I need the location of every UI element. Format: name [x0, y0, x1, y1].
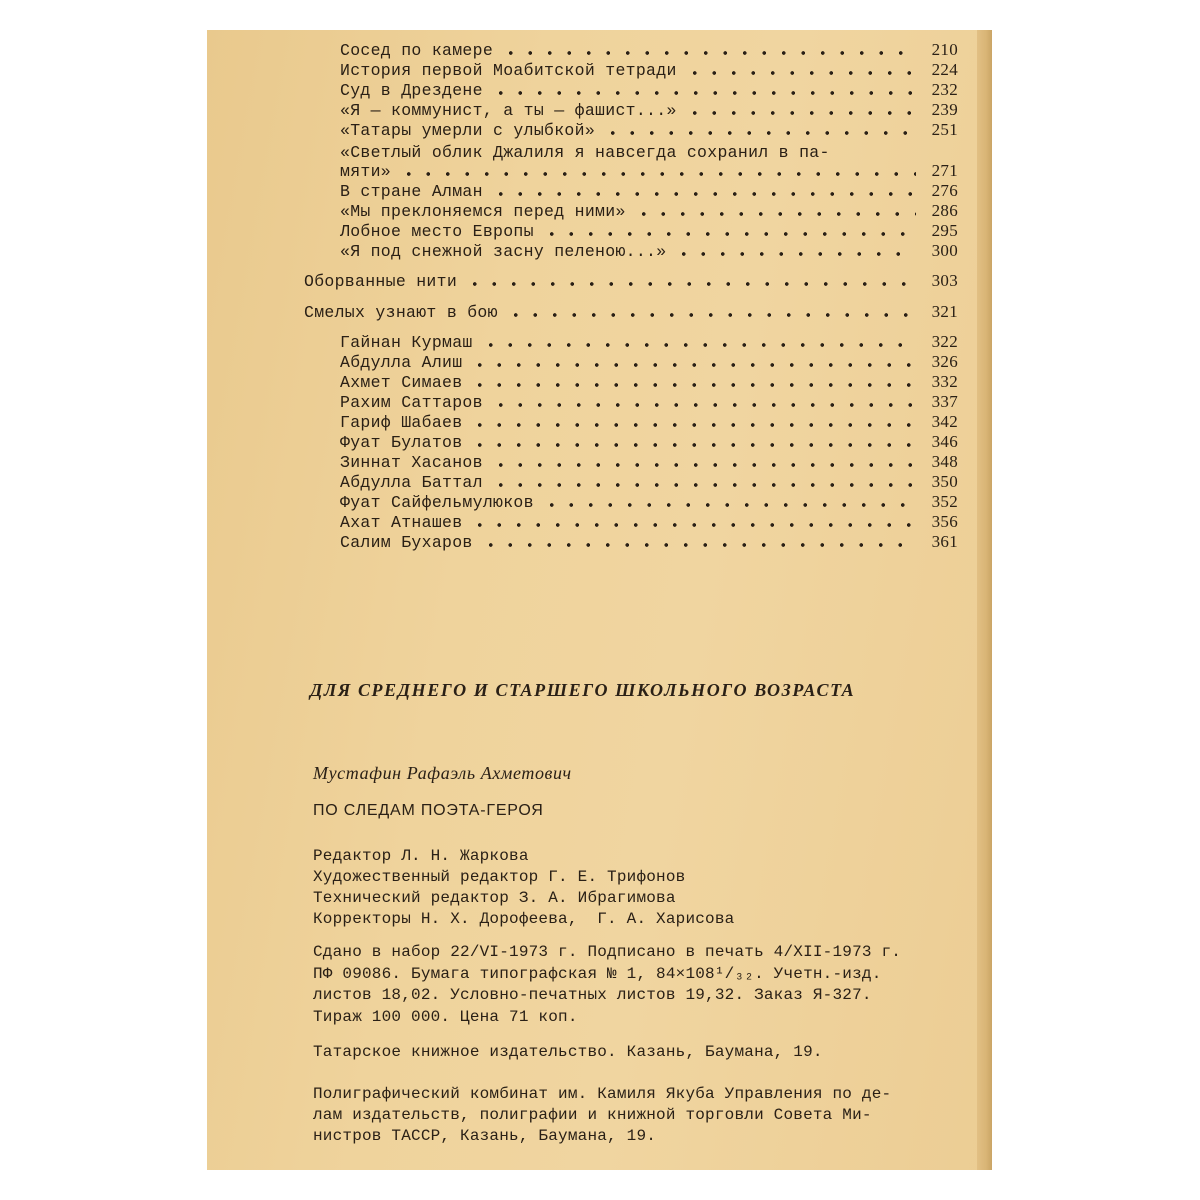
toc-entry-title: «Я — коммунист, а ты — фашист...» — [340, 101, 677, 120]
toc-entry-title: Зиннат Хасанов — [340, 453, 483, 472]
toc-entry-page-number: 361 — [931, 532, 958, 551]
toc-entry-title: Абдулла Алиш — [340, 353, 463, 372]
toc-entry-page-number: 239 — [931, 100, 958, 119]
toc-entry-page-number: 346 — [931, 432, 958, 451]
toc-entry-title: Суд в Дрездене — [340, 81, 483, 100]
toc-entry-title: «Я под снежной засну пеленою...» — [340, 242, 667, 261]
toc-entry-page-number: 232 — [931, 80, 958, 99]
dot-leader — [481, 342, 916, 348]
toc-entry — [340, 201, 958, 221]
toc-entry — [340, 60, 958, 80]
audience-heading: ДЛЯ СРЕДНЕГО И СТАРШЕГО ШКОЛЬНОГО ВОЗРАСТА — [310, 680, 856, 700]
dot-leader — [470, 362, 916, 368]
toc-entry-page-number: 251 — [931, 120, 958, 139]
page-fold-shadow — [977, 30, 992, 1170]
toc-entry-page-number: 276 — [931, 181, 958, 200]
toc-entry-title: Рахим Саттаров — [340, 393, 483, 412]
toc-entry — [340, 512, 958, 532]
dot-leader — [501, 50, 916, 56]
publisher-block — [313, 1042, 823, 1063]
book-page — [207, 30, 992, 1170]
toc-entry-title: Лобное место Европы — [340, 222, 534, 241]
toc-entry — [340, 332, 958, 352]
toc-entry — [340, 142, 958, 162]
toc-entry-page-number: 224 — [931, 60, 958, 79]
toc-entry-page-number: 326 — [931, 352, 958, 371]
toc-entry-page-number: 337 — [931, 392, 958, 411]
book-title: ПО СЛЕДАМ ПОЭТА-ГЕРОЯ — [313, 802, 544, 819]
toc-entry — [340, 100, 958, 120]
toc-entry-title: «Татары умерли с улыбкой» — [340, 121, 596, 140]
toc-entry-page-number: 271 — [931, 161, 958, 180]
dot-leader — [470, 422, 916, 428]
toc-entry-title: Ахмет Симаев — [340, 373, 463, 392]
credit-line: Корректоры Н. Х. Дорофеева, Г. А. Харисова — [313, 910, 735, 928]
toc-entry — [304, 271, 958, 291]
toc-entry — [340, 492, 958, 512]
toc-entry-page-number: 295 — [931, 221, 958, 240]
toc-entry-title: История первой Моабитской тетради — [340, 61, 677, 80]
imprint-line: листов 18,02. Условно-печатных листов 19,32. Заказ Я-327. — [313, 986, 872, 1004]
toc-entry — [340, 181, 958, 201]
toc-entry-page-number: 300 — [931, 241, 958, 260]
toc-entry — [304, 302, 958, 322]
toc-entry-title: «Светлый облик Джалиля я навсегда сохранил в па- — [340, 143, 830, 162]
dot-leader — [491, 462, 916, 468]
dot-leader — [506, 312, 916, 318]
toc-entry — [340, 412, 958, 432]
dot-leader — [491, 402, 916, 408]
toc-entry-page-number: 348 — [931, 452, 958, 471]
toc-entry-title: Смелых узнают в бою — [304, 303, 498, 322]
toc-entry-page-number: 352 — [931, 492, 958, 511]
toc-entry-page-number: 286 — [931, 201, 958, 220]
toc-entry — [340, 352, 958, 372]
toc-entry-title: Фуат Булатов — [340, 433, 463, 452]
toc-entry-page-number: 322 — [931, 332, 958, 351]
dot-leader — [491, 191, 916, 197]
toc-entry-page-number: 303 — [931, 271, 958, 290]
toc-entry-title: Салим Бухаров — [340, 533, 473, 552]
credit-line: Редактор Л. Н. Жаркова — [313, 847, 529, 865]
dot-leader — [470, 442, 916, 448]
credit-line: Технический редактор З. А. Ибрагимова — [313, 889, 676, 907]
toc-entry — [340, 472, 958, 492]
dot-leader — [491, 90, 916, 96]
toc-entry-title: Оборванные нити — [304, 272, 458, 291]
dot-leader — [603, 130, 916, 136]
toc-entry-page-number: 332 — [931, 372, 958, 391]
toc-entry-page-number: 342 — [931, 412, 958, 431]
toc-entry-title: Фуат Сайфельмулюков — [340, 493, 534, 512]
dot-leader — [481, 542, 916, 548]
dot-leader — [470, 382, 916, 388]
dot-leader — [542, 231, 916, 237]
imprint-line: Сдано в набор 22/VI-1973 г. Подписано в печать 4/XII-1973 г. — [313, 943, 902, 961]
dot-leader — [470, 522, 916, 528]
publisher-line: Татарское книжное издательство. Казань, Баумана, 19. — [313, 1043, 823, 1061]
toc-entry — [340, 532, 958, 552]
toc-entry — [340, 120, 958, 140]
credit-line: Художественный редактор Г. Е. Трифонов — [313, 868, 686, 886]
toc-entry-title: Ахат Атнашев — [340, 513, 463, 532]
toc-entry — [340, 432, 958, 452]
printer-line: нистров ТАССР, Казань, Баумана, 19. — [313, 1127, 657, 1145]
author-name: Мустафин Рафаэль Ахметович — [313, 763, 572, 783]
toc-entry-title: Гайнан Курмаш — [340, 333, 473, 352]
toc-entry-title: В стране Алман — [340, 182, 483, 201]
toc-entry-title: «Мы преклоняемся перед ними» — [340, 202, 626, 221]
imprint-line: ПФ 09086. Бумага типографская № 1, 84×108¹/₃₂. Учетн.-изд. — [313, 964, 882, 983]
toc-entry-title: Гариф Шабаев — [340, 413, 463, 432]
toc-entry — [340, 161, 958, 181]
dot-leader — [542, 502, 916, 508]
printer-line: лам издательств, полиграфии и книжной торговли Совета Ми- — [313, 1106, 872, 1124]
printer-line: Полиграфический комбинат им. Камиля Якуба Управления по де- — [313, 1085, 892, 1103]
dot-leader — [685, 70, 916, 76]
imprint-block — [313, 942, 901, 1028]
dot-leader — [685, 110, 916, 116]
toc-entry-page-number: 356 — [931, 512, 958, 531]
toc-entry — [340, 372, 958, 392]
toc-entry — [340, 80, 958, 100]
toc-entry-page-number: 350 — [931, 472, 958, 491]
toc-entry — [340, 452, 958, 472]
imprint-line: Тираж 100 000. Цена 71 коп. — [313, 1007, 578, 1026]
toc-entry-page-number: 210 — [931, 40, 958, 59]
toc-entry — [340, 40, 958, 60]
dot-leader — [634, 211, 916, 217]
toc-entry-title: Абдулла Баттал — [340, 473, 483, 492]
toc-entry-title: Сосед по камере — [340, 41, 494, 60]
toc-entry-title: мяти» — [340, 162, 392, 181]
printer-block — [313, 1084, 891, 1147]
dot-leader — [465, 281, 916, 287]
toc-entry — [340, 241, 958, 261]
toc-entry — [340, 221, 958, 241]
credits-block — [313, 846, 734, 930]
dot-leader — [491, 482, 916, 488]
dot-leader — [674, 251, 916, 257]
dot-leader — [399, 171, 916, 177]
toc-entry-page-number: 321 — [931, 302, 958, 321]
toc-entry — [340, 392, 958, 412]
